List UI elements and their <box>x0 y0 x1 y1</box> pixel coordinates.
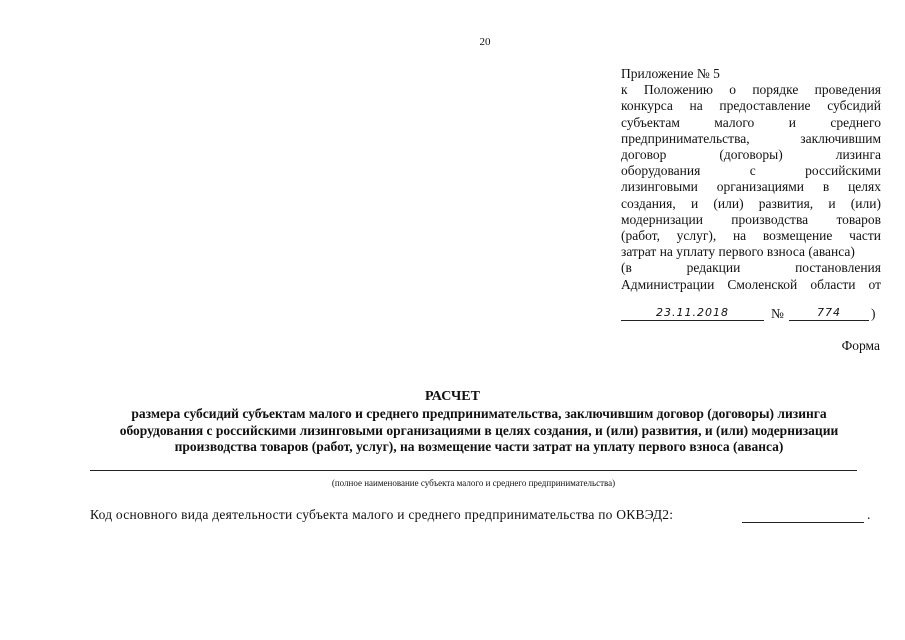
resolution-date-row <box>621 304 881 322</box>
form-label: Форма <box>841 338 880 353</box>
page-number: 20 <box>479 36 491 48</box>
redaction-line-administration: Администрации Смоленской области от <box>621 276 881 292</box>
appendix-line: лизинговыми организациями в целях <box>621 179 881 195</box>
okved-code-field[interactable] <box>742 507 864 523</box>
appendix-header <box>621 66 881 293</box>
appendix-line: предпринимательства, заключившим <box>621 130 881 146</box>
appendix-line: (работ, услуг), на возмещение части <box>621 228 881 244</box>
document-title: РАСЧЕТ <box>425 389 480 404</box>
subtitle-line: оборудования с российскими лизинговыми организациями в целях создания, и (или) развития, и (или) модернизации <box>119 422 839 438</box>
resolution-date-field[interactable]: 23.11.2018 <box>621 304 764 321</box>
appendix-line-last: затрат на уплату первого взноса (аванса) <box>621 244 855 260</box>
appendix-line: модернизации производства товаров <box>621 211 881 227</box>
appendix-title: Приложение № 5 <box>621 66 720 81</box>
appendix-line: конкурса на предоставление субсидий <box>621 98 881 114</box>
appendix-line: создания, и (или) развития, и (или) <box>621 195 881 211</box>
resolution-number-field[interactable]: 774 <box>789 304 869 321</box>
number-sign: № <box>771 306 784 321</box>
appendix-line: субъектам малого и среднего <box>621 114 881 130</box>
redaction-line: (в редакции постановления <box>621 260 881 276</box>
entity-name-caption: (полное наименование субъекта малого и среднего предпринимательства) <box>331 478 616 488</box>
appendix-line: оборудования с российскими <box>621 163 881 179</box>
document-subtitle <box>84 406 874 456</box>
closing-parenthesis: ) <box>871 306 876 321</box>
subtitle-line: производства товаров (работ, услуг), на возмещение части затрат на уплату первого взноса (аванса) <box>174 439 784 454</box>
okved-row <box>90 507 880 525</box>
okved-period: . <box>867 507 871 522</box>
entity-name-field[interactable] <box>90 470 857 471</box>
okved-label: Код основного вида деятельности субъекта малого и среднего предпринимательства по ОКВЭД2: <box>90 507 674 522</box>
appendix-line: к Положению о порядке проведения <box>621 82 881 98</box>
appendix-line: договор (договоры) лизинга <box>621 147 881 163</box>
subtitle-line: размера субсидий субъектам малого и среднего предпринимательства, заключившим договор (договоры) лизинга <box>131 406 827 421</box>
